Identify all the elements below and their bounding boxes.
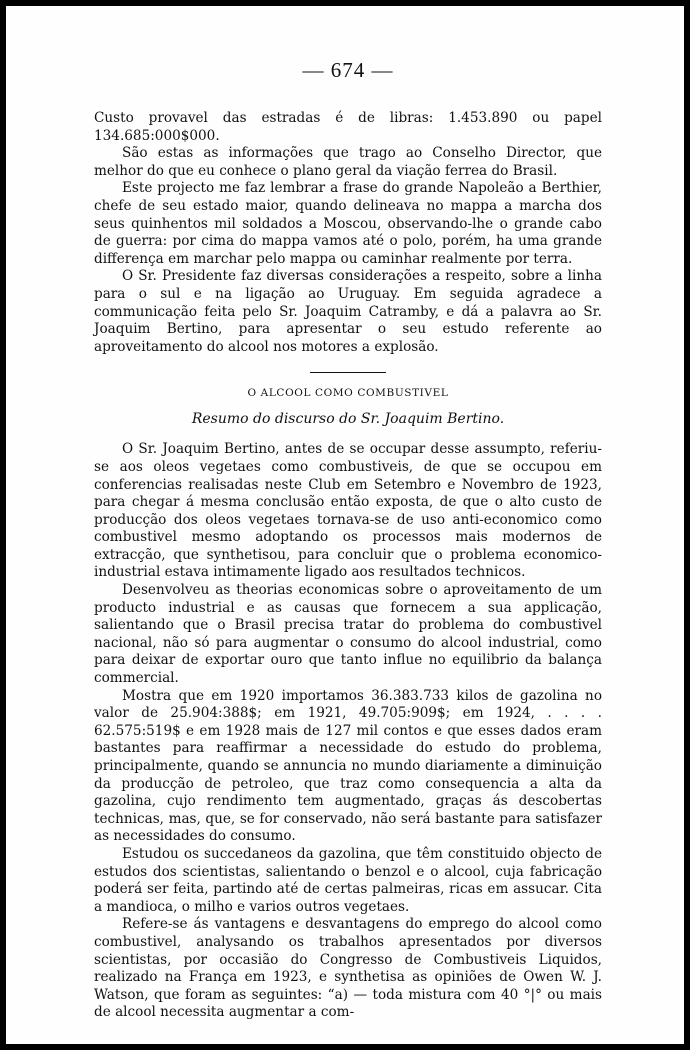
section-subtitle: Resumo do discurso do Sr. Joaquim Bertino. <box>191 411 505 428</box>
paragraph-economic-theories: Desenvolveu as theorias economicas sobre o aproveitamento de um producto industrial e as causas que fornecem a sua applicação, salientando que o Brasil precisa tratar do problema do combustivel nacional, não só para augmentar o consumo do alcool industrial, como para deixar de exportar ouro que tanto influe no equilibrio da balança commercial. <box>94 582 602 687</box>
paragraph-substitutes: Estudou os succedaneos da gazolina, que têm constituido objecto de estudos dos scientistas, salientando o benzol e o alcool, cuja fabricação poderá ser feita, partindo até de certas palmeiras, ricas em assucar. Cita a mandioca, o milho e varios outros vegetaes. <box>94 845 602 915</box>
paragraph-gasoline-imports: Mostra que em 1920 importamos 36.383.733 kilos de gazolina no valor de 25.904:388$; em 1921, 49.705:909$; em 1924, . . . . 62.575:519$ e em 1928 mais de 127 mil contos e que esses dados eram bastantes para reaffirmar a necessidade do estudo do problema, principalmente, quando se annuncia no mundo diariamente a diminuição da producção de petroleo, que traz como consequencia a alta da gazolina, cujo rendimento tem augmentado, graças ás descobertas technicas, mas, que, se for conservado, não será bastante para satisfazer as necessidades do consumo. <box>94 687 602 845</box>
paragraph-cost: Custo provavel das estradas é de libras: 1.453.890 ou papel 134.685:000$000. <box>94 110 602 144</box>
paragraph-president: O Sr. Presidente faz diversas considerações a respeito, sobre a linha para o sul e na ligação ao Uruguay. Em seguida agradece a communicação feita pelo Sr. Joaquim Catramby, e dá a palavra ao Sr. Joaquim Bertino, para apresentar o seu estudo referente ao aproveitamento do alcool nos motores a explosão. <box>94 268 602 355</box>
paragraph-napoleon: Este projecto me faz lembrar a frase do grande Napoleão a Berthier, chefe de seu estado maior, quando delineava no mappa a marcha dos seus quinhentos mil soldados a Moscou, observando-lhe o grande cabo de guerra: por cima do mappa vamos até o polo, porém, ha uma grande differença em marchar pelo mappa ou caminhar realmente por terra. <box>94 180 602 267</box>
section-title: O ALCOOL COMO COMBUSTIVEL <box>247 387 449 400</box>
paragraph-vegetable-oils: O Sr. Joaquim Bertino, antes de se occupar desse assumpto, referiu-se aos oleos vegetaes como combustiveis, de que se occupou em conferencias realisadas neste Club em Setembro e Novembro de 1923, para chegar á mesma conclusão então exposta, de que o alto custo de producção dos oleos vegetaes tornava-se de uso anti-economico como combustivel mesmo adoptando os processos mais modernos de extracção, que synthetisou, para concluir que o problema economico-industrial estava intimamente ligado aos resultados technicos. <box>94 441 602 581</box>
section-divider <box>310 372 386 373</box>
page-content <box>94 58 602 1022</box>
intro-section <box>94 110 602 356</box>
document-page <box>6 6 684 1044</box>
paragraph-information: São estas as informações que trago ao Conselho Director, que melhor do que eu conhece o plano geral da viação ferrea do Brasil. <box>94 145 602 179</box>
speech-summary <box>94 441 602 1022</box>
page-number: — 674 — <box>302 58 394 82</box>
paragraph-advantages: Refere-se ás vantagens e desvantagens do emprego do alcool como combustivel, analysando os trabalhos apresentados por diversos scientistas, por occasião do Congresso de Combustiveis Liquidos, realizado na França em 1923, e synthetisa as opiniões de Owen W. J. Watson, que foram as seguintes: “a) — toda mistura com 40 °|° ou mais de alcool necessita augmentar a com- <box>94 916 602 1021</box>
